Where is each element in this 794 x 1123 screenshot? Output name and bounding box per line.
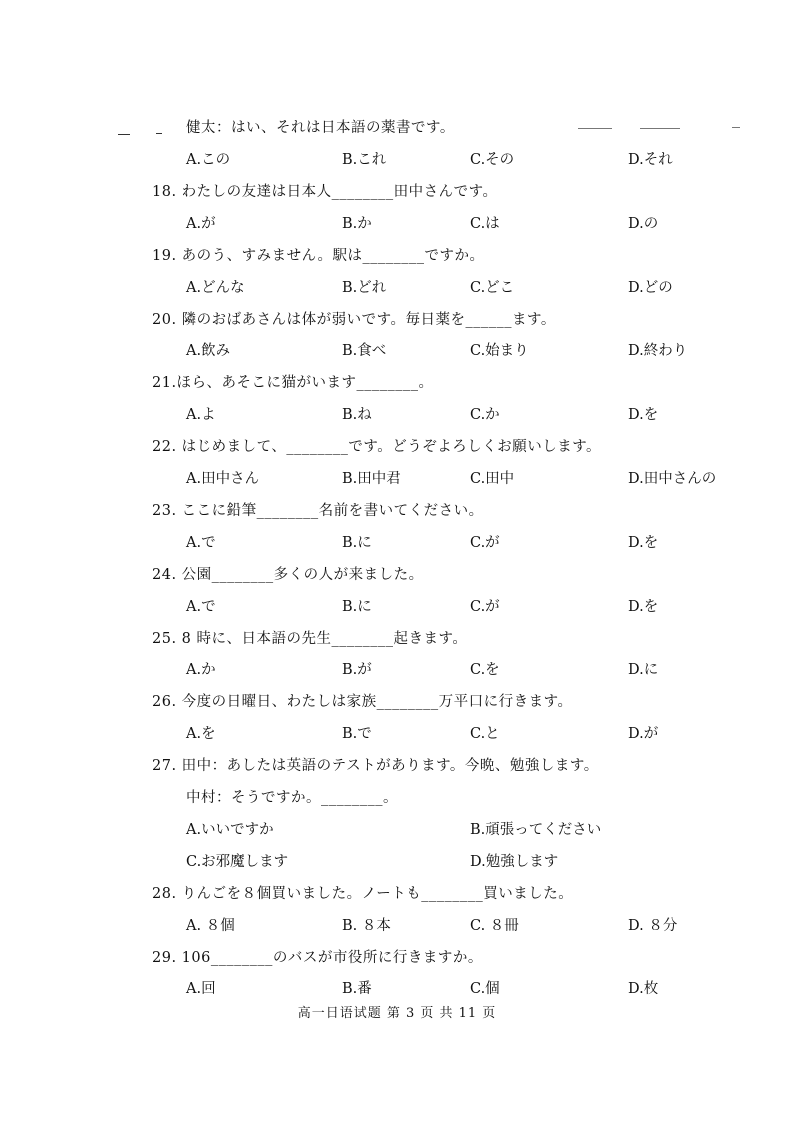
answer-option: C.どこ — [470, 279, 515, 296]
answer-option: D. ８分 — [628, 917, 678, 934]
question-text: 25. 8 時に、日本語の先生________起きます。 — [152, 630, 468, 647]
answer-option: D.に — [628, 662, 659, 679]
answer-option: D.を — [628, 598, 659, 615]
answer-option: B.か — [342, 215, 372, 232]
answer-option: D.を — [628, 407, 659, 424]
answer-option: A.いいですか — [186, 821, 274, 838]
question-text: 27. 田中：あしたは英語のテストがあります。今晩、勉強します。 — [152, 758, 599, 775]
question-text: 26. 今度の日曜日、わたしは家族________万平口に行きます。 — [152, 694, 573, 711]
dialogue-line: 健太：はい、それは日本語の薬書です。 — [186, 120, 455, 136]
answer-option: B.頑張ってください — [470, 821, 602, 838]
answer-option: A. ８個 — [186, 917, 235, 934]
answer-option: B.で — [342, 726, 372, 743]
answer-option: A.で — [186, 534, 216, 551]
answer-option: B.番 — [342, 981, 372, 998]
answer-option: A.で — [186, 598, 216, 615]
answer-option: A.回 — [186, 981, 216, 998]
answer-option: C. ８冊 — [470, 917, 519, 934]
answer-option: D.の — [628, 215, 659, 232]
answer-option: C.田中 — [470, 471, 515, 487]
answer-option: C.か — [470, 407, 500, 424]
answer-option: C.が — [470, 534, 500, 551]
answer-option: D.が — [628, 726, 659, 743]
answer-option: A.を — [186, 726, 216, 743]
answer-option: B.どれ — [342, 279, 387, 296]
answer-option: B.田中君 — [342, 471, 401, 487]
answer-option: D.終わり — [628, 343, 688, 360]
answer-option: B.に — [342, 598, 372, 615]
scan-mark — [118, 134, 130, 135]
question-text: 20. 隣のおばあさんは体が弱いです。毎日薬を______ます。 — [152, 311, 556, 328]
question-text: 22. はじめまして、________です。どうぞよろしくお願いします。 — [152, 439, 602, 456]
answer-option: A.が — [186, 215, 216, 232]
scan-mark — [578, 128, 612, 129]
scan-mark — [640, 128, 680, 129]
answer-option: C.を — [470, 662, 500, 679]
answer-option: A.田中さん — [186, 471, 260, 487]
answer-option: B.これ — [342, 152, 387, 168]
dialogue-line: 中村：そうですか。________。 — [186, 790, 398, 806]
answer-option: B.に — [342, 534, 372, 551]
answer-option: A.か — [186, 662, 216, 679]
question-text: 21.ほら、あそこに猫がいます________。 — [152, 375, 434, 392]
answer-option: D.田中さんの — [628, 471, 717, 487]
question-text: 28. りんごを８個買いました。ノートも________買いました。 — [152, 885, 574, 902]
answer-option: D.枚 — [628, 981, 659, 998]
answer-option: B.食べ — [342, 343, 387, 360]
answer-option: C.と — [470, 726, 500, 743]
answer-option: B.が — [342, 662, 372, 679]
scan-mark — [732, 127, 740, 128]
answer-option: A.よ — [186, 407, 216, 424]
question-text: 23. ここに鉛筆________名前を書いてください。 — [152, 502, 484, 519]
answer-option: D.どの — [628, 279, 673, 296]
answer-option: C.が — [470, 598, 500, 615]
answer-option: C.個 — [470, 981, 500, 998]
answer-option: B. ８本 — [342, 917, 391, 934]
answer-option: A.どんな — [186, 279, 245, 296]
answer-option: B.ね — [342, 407, 372, 424]
answer-option: C.お邪魔します — [186, 853, 289, 870]
answer-option: C.その — [470, 152, 515, 168]
answer-option: A.この — [186, 152, 231, 168]
answer-option: D.それ — [628, 152, 673, 168]
question-text: 24. 公園________多くの人が来ました。 — [152, 566, 424, 583]
answer-option: A.飲み — [186, 343, 231, 360]
question-text: 18. わたしの友達は日本人________田中さんです。 — [152, 183, 498, 200]
answer-option: D.を — [628, 534, 659, 551]
question-text: 19. あのう、すみません。駅は________ですか。 — [152, 247, 485, 264]
page-footer: 高一日语试题 第 3 页 共 11 页 — [297, 1006, 497, 1021]
question-text: 29. 106________のバスが市役所に行きますか。 — [152, 949, 483, 966]
scan-mark — [156, 133, 162, 134]
answer-option: C.は — [470, 215, 500, 232]
answer-option: D.勉強します — [470, 853, 559, 870]
answer-option: C.始まり — [470, 343, 529, 360]
